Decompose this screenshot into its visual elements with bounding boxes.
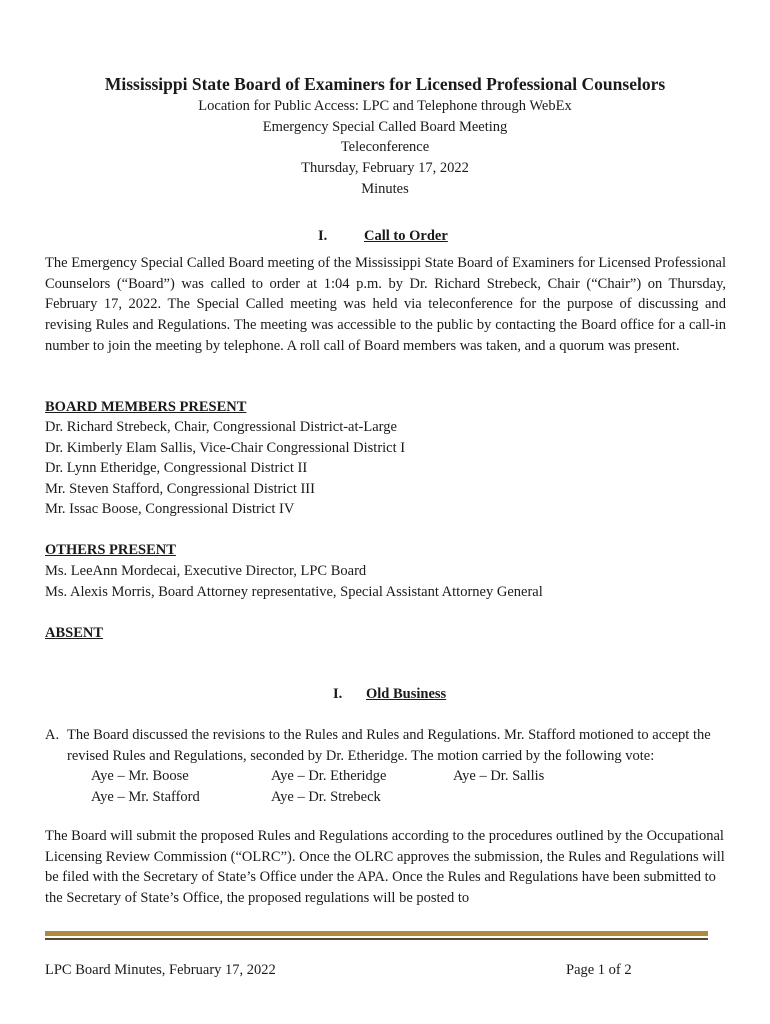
minutes-line: Minutes <box>361 181 409 197</box>
vote-entry: Aye – Dr. Sallis <box>453 768 545 784</box>
others-present-label: OTHERS PRESENT <box>45 542 176 558</box>
location-line: Location for Public Access: LPC and Telephone through WebEx <box>198 98 572 114</box>
list-item: Mr. Issac Boose, Congressional District IV <box>45 501 295 518</box>
footer-rule-dark <box>45 938 708 940</box>
absent-label: ABSENT <box>45 625 104 641</box>
list-item: Ms. LeeAnn Mordecai, Executive Director, LPC Board <box>45 563 367 579</box>
call-to-order-paragraph: The Emergency Special Called Board meeting of the Mississippi State Board of Examiners for Licensed Professional Counselors (“Board”) was called to order at 1:04 p.m. by Dr. Richard Strebeck, Chair (“Chair”) on Thursday, February 17, 2022. The Special Called meeting was held via teleconference for the purpose of discussing and revising Rules and Regulations. The meeting was accessible to the public by contacting the Board office for a call-in number to join the meeting by telephone. A roll call of Board members was taken, and a quorum was present. <box>45 255 726 354</box>
section-number: I. <box>318 228 328 244</box>
section-number: I. <box>333 686 343 702</box>
old-business-paragraph: The Board will submit the proposed Rules and Regulations according to the procedures outlined by the Occupational Licensing Review Commission (“OLRC”). Once the OLRC approves the submission, the Rules and Regulations will be filed with the Secretary of State’s Office under the APA. Once the Rules and Regulations have been submitted to the Secretary of State’s Office, the proposed regulations will be posted to <box>45 828 725 907</box>
others-present-list <box>45 561 543 602</box>
footer-doc-title: LPC Board Minutes, February 17, 2022 <box>45 962 276 978</box>
section-title: Call to Order <box>364 228 448 244</box>
footer-rule-gold <box>45 931 708 936</box>
old-business-item-a <box>45 725 735 766</box>
board-members-list <box>45 417 405 520</box>
format-line: Teleconference <box>340 139 430 155</box>
list-item: Mr. Steven Stafford, Congressional District III <box>45 480 315 497</box>
vote-entry: Aye – Dr. Strebeck <box>271 789 381 805</box>
list-item: Ms. Alexis Morris, Board Attorney representative, Special Assistant Attorney General <box>45 583 543 600</box>
vote-entry: Aye – Mr. Boose <box>91 768 189 784</box>
meeting-type-line: Emergency Special Called Board Meeting <box>262 119 508 135</box>
list-item: Dr. Richard Strebeck, Chair, Congressional District-at-Large <box>45 419 397 435</box>
date-line: Thursday, February 17, 2022 <box>301 160 469 176</box>
page-number: Page 1 of 2 <box>566 962 632 978</box>
board-members-label: BOARD MEMBERS PRESENT <box>45 399 247 415</box>
item-text: The Board discussed the revisions to the Rules and Rules and Regulations. Mr. Stafford motioned to accept the revised Rules and Regulations, seconded by Dr. Etheridge. The motion carried by the following vote: <box>67 727 711 764</box>
list-item: Dr. Kimberly Elam Sallis, Vice-Chair Congressional District I <box>45 439 406 456</box>
list-item: Dr. Lynn Etheridge, Congressional District II <box>45 460 308 477</box>
document-title: Mississippi State Board of Examiners for Licensed Professional Counselors <box>104 74 666 94</box>
vote-entry: Aye – Dr. Etheridge <box>271 768 387 784</box>
section-title: Old Business <box>366 686 447 702</box>
item-marker: A. <box>45 727 60 743</box>
vote-entry: Aye – Mr. Stafford <box>91 789 200 805</box>
